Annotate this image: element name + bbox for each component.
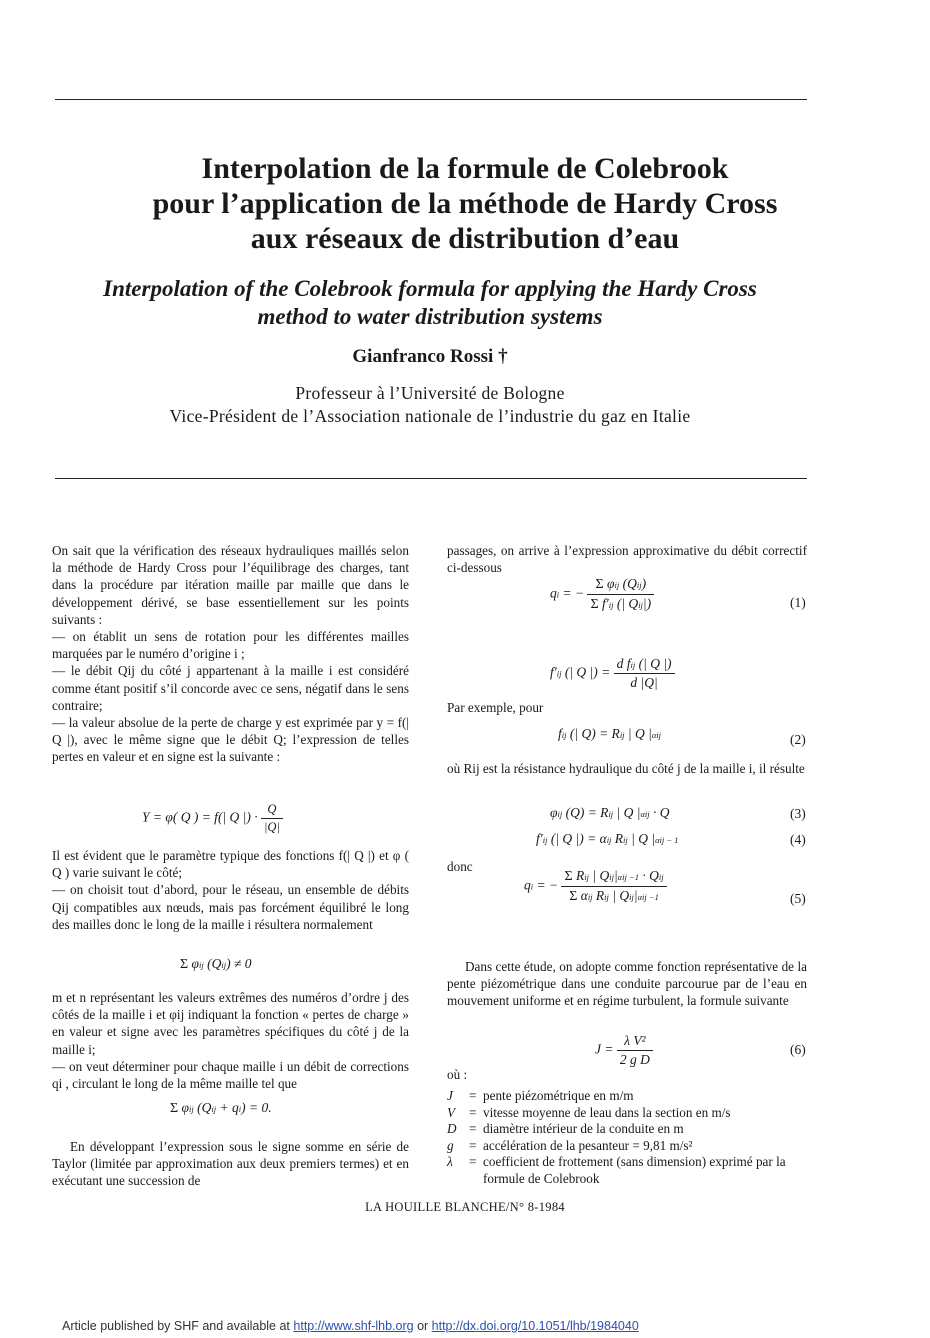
- top-rule: [55, 99, 807, 100]
- equation-number: (5): [790, 891, 806, 906]
- paragraph: — on choisit tout d’abord, pour le réseau, un ensemble de débits Qij compatibles aux nœuds, mais pas forcément équilibré le long des mailles donc le long de la maille i résultera normalement: [52, 882, 409, 932]
- paragraph: En développant l’expression sous le signe somme en série de Taylor (limitée par approximation aux deux premiers termes) et en exécutant une succession de: [52, 1139, 409, 1189]
- paragraph: — le débit Qij du côté j appartenant à la maille i est considéré comme étant positif s’il concorde avec ce sens, négatif dans le sens contraire;: [52, 663, 409, 713]
- equation-4: f′ij (| Q |) = αij Rij | Q |αij − 1: [536, 831, 679, 846]
- equation-number: (2): [790, 732, 806, 747]
- title-en-line-1: Interpolation of the Colebrook formula for applying the Hardy Cross: [103, 276, 757, 301]
- paragraph: Il est évident que le paramètre typique des fonctions f(| Q |) et φ ( Q ) varie suivant le côté;: [52, 848, 409, 881]
- legend-row: V = vitesse moyenne de leau dans la section en m/s: [447, 1104, 731, 1120]
- equation-sum-correction: Σ φij (Qij + qi) = 0.: [170, 1100, 272, 1116]
- title-fr-line-1: Interpolation de la formule de Colebrook: [201, 152, 729, 185]
- equation-1: qi = − $\frac{\text{Σ φij (Qij)}}{\text{Σ f′ij (| Qij|)}}$: [550, 576, 654, 613]
- equation-3: φij (Q) = Rij | Q |αij · Q: [550, 805, 670, 820]
- equation-5: qi = − $\frac{\text{Σ Rij | Qij|αij −1 · Qij}}{\text{Σ αij Rij | Qij|αij −1}}$: [524, 868, 667, 905]
- left-column-block-2: [52, 847, 409, 933]
- title-fr-line-3: aux réseaux de distribution d’eau: [250, 222, 680, 255]
- author: Gianfranco Rossi †: [352, 346, 508, 367]
- right-column-block-6: [447, 1066, 547, 1083]
- paragraph: — on veut déterminer pour chaque maille i un débit de corrections qi , circulant le long de la même maille tel que: [52, 1058, 409, 1092]
- left-column-block-4: [52, 1138, 409, 1190]
- paragraph: passages, on arrive à l’expression approximative du débit correctif ci-dessous: [447, 543, 807, 576]
- paragraph: m et n représentant les valeurs extrêmes des numéros d’ordre j des côtés de la maille i et φij indiquant la fonction « pertes de charge » en valeur et signe avec les paramètres spécifiques du côté j de la maille i;: [52, 990, 409, 1057]
- legend-row: g = accélération de la pesanteur = 9,81 m/s²: [447, 1137, 693, 1153]
- legend-row: λ = coefficient de frottement (sans dimension) exprimé par la formule de Colebrook: [447, 1154, 786, 1186]
- symbol-legend: [447, 1088, 807, 1187]
- paragraph: donc: [447, 859, 473, 874]
- equation-6: J = $\frac{\text{λ V²}}{\text{2 g D}}$: [595, 1033, 653, 1068]
- equation-number: (3): [790, 806, 806, 821]
- header-bottom-rule: [55, 478, 807, 479]
- equation-number: (4): [790, 832, 806, 847]
- title-en-line-2: method to water distribution systems: [257, 304, 603, 329]
- equation-2: fij (| Q) = Rij | Q |αij: [558, 726, 662, 741]
- paragraph: Dans cette étude, on adopte comme fonction représentative de la pente piézométrique dans une conduite parcourue par de l’eau en mouvement uniforme et en régime turbulent, la formule suivante: [447, 959, 807, 1009]
- right-column-block-1: [447, 542, 807, 576]
- left-column-block-3: [52, 989, 409, 1092]
- right-column-block-2: [447, 699, 807, 716]
- equation-number: (1): [790, 595, 806, 610]
- affiliation-line-2: Vice-Président de l’Association nationale de l’industrie du gaz en Italie: [169, 406, 691, 426]
- right-column-block-5: [447, 958, 807, 1010]
- right-column-block-3: [447, 760, 807, 777]
- affiliation-line-1: Professeur à l’Université de Bologne: [295, 383, 565, 403]
- shf-link[interactable]: http://www.shf-lhb.org: [293, 1319, 414, 1333]
- publication-notice: Article published by SHF and available at http://www.shf-lhb.org or http://dx.doi.org/10.1051/lhb/1984040: [62, 1319, 639, 1333]
- paragraph: où Rij est la résistance hydraulique du côté j de la maille i, il résulte: [447, 761, 805, 776]
- journal-footer: LA HOUILLE BLANCHE/N° 8-1984: [365, 1200, 565, 1214]
- equation-number: (6): [790, 1042, 806, 1057]
- paragraph: — la valeur absolue de la perte de charge y est exprimée par y = f(| Q |), avec le même signe que le débit Q; l’expression de telles pertes en valeur et en signe est la suivante :: [52, 715, 409, 765]
- left-column-block-1: [52, 542, 409, 766]
- paragraph: Par exemple, pour: [447, 700, 544, 715]
- paragraph: où :: [447, 1067, 468, 1082]
- paragraph: On sait que la vérification des réseaux hydrauliques maillés selon la méthode de Hardy Cross pour l’équilibrage des charges, tant dans la procédure par itération maille par maille que dans le développement dérivé, se base essentiellement sur les points suivants :: [52, 543, 409, 627]
- equation-derivative: f′ij (| Q |) = $\frac{\text{d fij (| Q |)}}{d |Q|}$: [550, 656, 675, 691]
- paragraph: — on établit un sens de rotation pour les différentes mailles marquées par le numéro d’origine i ;: [52, 629, 409, 662]
- equation-y: Y = φ( Q ) = f(| Q |) · $\frac{Q}{|Q|}$: [142, 802, 283, 835]
- equation-sum-phi: Σ φij (Qij) ≠ 0: [180, 956, 252, 972]
- doi-link[interactable]: http://dx.doi.org/10.1051/lhb/1984040: [431, 1319, 639, 1333]
- legend-row: D = diamètre intérieur de la conduite en m: [447, 1121, 684, 1136]
- title-fr-line-2: pour l’application de la méthode de Hardy Cross: [152, 187, 778, 220]
- legend-row: J = pente piézométrique en m/m: [447, 1088, 634, 1103]
